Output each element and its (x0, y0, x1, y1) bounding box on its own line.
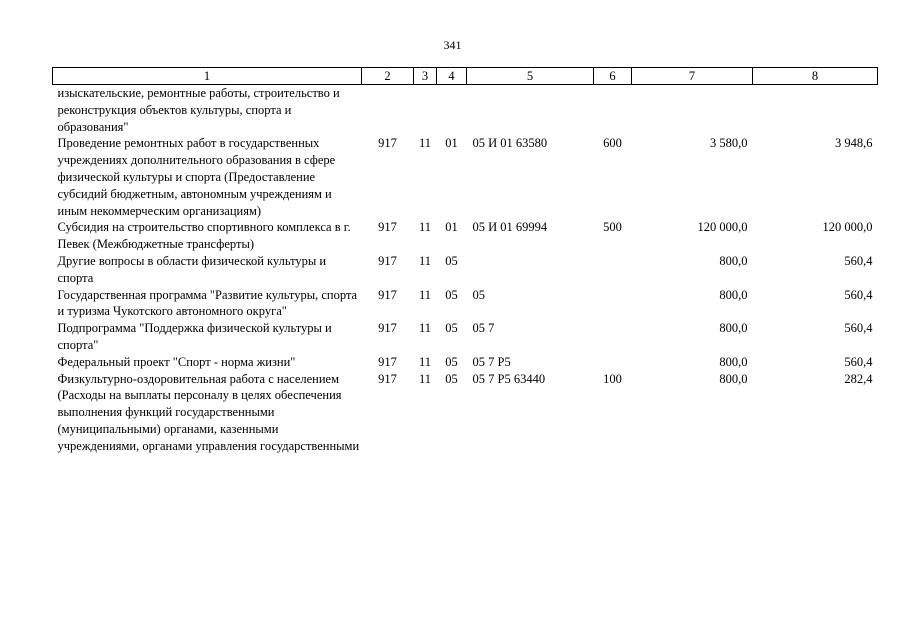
table-row (53, 85, 878, 136)
row-col-6 (594, 354, 632, 371)
row-col-5 (467, 85, 594, 136)
row-col-6: 100 (603, 371, 622, 386)
row-col-6 (594, 287, 632, 321)
row-col-8: 560,4 (844, 253, 873, 268)
header-col-4: 4 (437, 68, 467, 85)
table-row (53, 287, 878, 321)
row-col-4: 05 (445, 354, 458, 369)
row-col-4: 05 (445, 253, 458, 268)
row-col-8: 560,4 (844, 321, 873, 336)
row-col-4: 05 (445, 321, 458, 336)
row-col-7: 3 580,0 (710, 136, 748, 151)
row-name: Другие вопросы в области физической культуры и спорта (57, 253, 327, 285)
row-col-2: 917 (378, 371, 397, 386)
row-col-8 (753, 85, 878, 136)
row-col-2 (362, 85, 414, 136)
row-col-8: 3 948,6 (835, 136, 873, 151)
header-col-5: 5 (467, 68, 594, 85)
row-col-7: 800,0 (719, 371, 748, 386)
row-col-8: 560,4 (844, 287, 873, 302)
row-col-7: 800,0 (719, 287, 748, 302)
row-col-5: 05 (472, 287, 485, 302)
row-col-3: 11 (418, 354, 432, 369)
row-col-4: 01 (445, 220, 458, 235)
row-col-5 (467, 253, 594, 287)
row-col-3: 11 (418, 136, 432, 151)
row-col-4: 05 (445, 371, 458, 386)
row-name: Субсидия на строительство спортивного комплекса в г. Певек (Межбюджетные трансферты) (57, 220, 351, 252)
table-row (53, 219, 878, 253)
row-col-7: 800,0 (719, 354, 748, 369)
row-col-7 (632, 85, 753, 136)
row-col-4: 05 (445, 287, 458, 302)
row-name: Физкультурно-оздоровительная работа с населением (Расходы на выплаты персоналу в целях обеспечения выполнения функций государственными (муниципальными) органами, казенными учреждениями, органами управления государственными (57, 371, 360, 453)
row-col-5: 05 7 (472, 321, 495, 336)
row-col-3: 11 (418, 287, 432, 302)
row-name: Проведение ремонтных работ в государственных учреждениях дополнительного образования в сфере физической культуры и спорта (Предоставление субсидий бюджетным, автономным учреждениям и иным некоммерческим организациям) (57, 136, 336, 218)
row-col-3: 11 (418, 371, 432, 386)
row-col-4: 01 (445, 136, 458, 151)
table-row (53, 371, 878, 455)
table-body (53, 85, 878, 455)
row-name: Федеральный проект "Спорт - норма жизни" (57, 354, 296, 369)
row-col-6 (594, 253, 632, 287)
header-col-8: 8 (753, 68, 878, 85)
row-col-3: 11 (418, 321, 432, 336)
row-col-5: 05 7 P5 (472, 354, 511, 369)
header-col-3: 3 (414, 68, 437, 85)
row-col-5: 05 7 P5 63440 (472, 371, 546, 386)
row-name: Государственная программа "Развитие культуры, спорта и туризма Чукотского автономного округа" (57, 287, 358, 319)
header-row (53, 68, 878, 85)
row-col-8: 282,4 (844, 371, 873, 386)
row-col-3: 11 (418, 253, 432, 268)
budget-table (52, 67, 878, 455)
row-col-6 (594, 85, 632, 136)
row-col-2: 917 (378, 354, 397, 369)
header-col-7: 7 (632, 68, 753, 85)
table-row (53, 253, 878, 287)
row-col-6: 500 (603, 220, 622, 235)
table-row (53, 354, 878, 371)
header-col-2: 2 (362, 68, 414, 85)
table-row (53, 135, 878, 219)
row-col-2: 917 (378, 220, 397, 235)
row-col-8: 120 000,0 (822, 220, 873, 235)
table-row (53, 320, 878, 354)
row-col-3 (414, 85, 437, 136)
row-col-6: 600 (603, 136, 622, 151)
row-col-6 (594, 320, 632, 354)
row-col-7: 800,0 (719, 321, 748, 336)
row-col-2: 917 (378, 321, 397, 336)
row-col-7: 800,0 (719, 253, 748, 268)
row-col-3: 11 (418, 220, 432, 235)
row-name: изыскательские, ремонтные работы, строительство и реконструкция объектов культуры, спорта и образования" (57, 86, 340, 134)
row-col-2: 917 (378, 287, 397, 302)
row-col-2: 917 (378, 253, 397, 268)
page-number: 341 (443, 38, 462, 52)
row-col-5: 05 И 01 69994 (472, 220, 548, 235)
row-col-8: 560,4 (844, 354, 873, 369)
row-col-2: 917 (378, 136, 397, 151)
header-col-6: 6 (594, 68, 632, 85)
header-col-1: 1 (53, 68, 362, 85)
row-col-5: 05 И 01 63580 (472, 136, 548, 151)
table-header (53, 68, 878, 85)
row-col-7: 120 000,0 (697, 220, 748, 235)
row-col-4 (437, 85, 467, 136)
row-name: Подпрограмма "Поддержка физической культуры и спорта" (57, 321, 332, 352)
